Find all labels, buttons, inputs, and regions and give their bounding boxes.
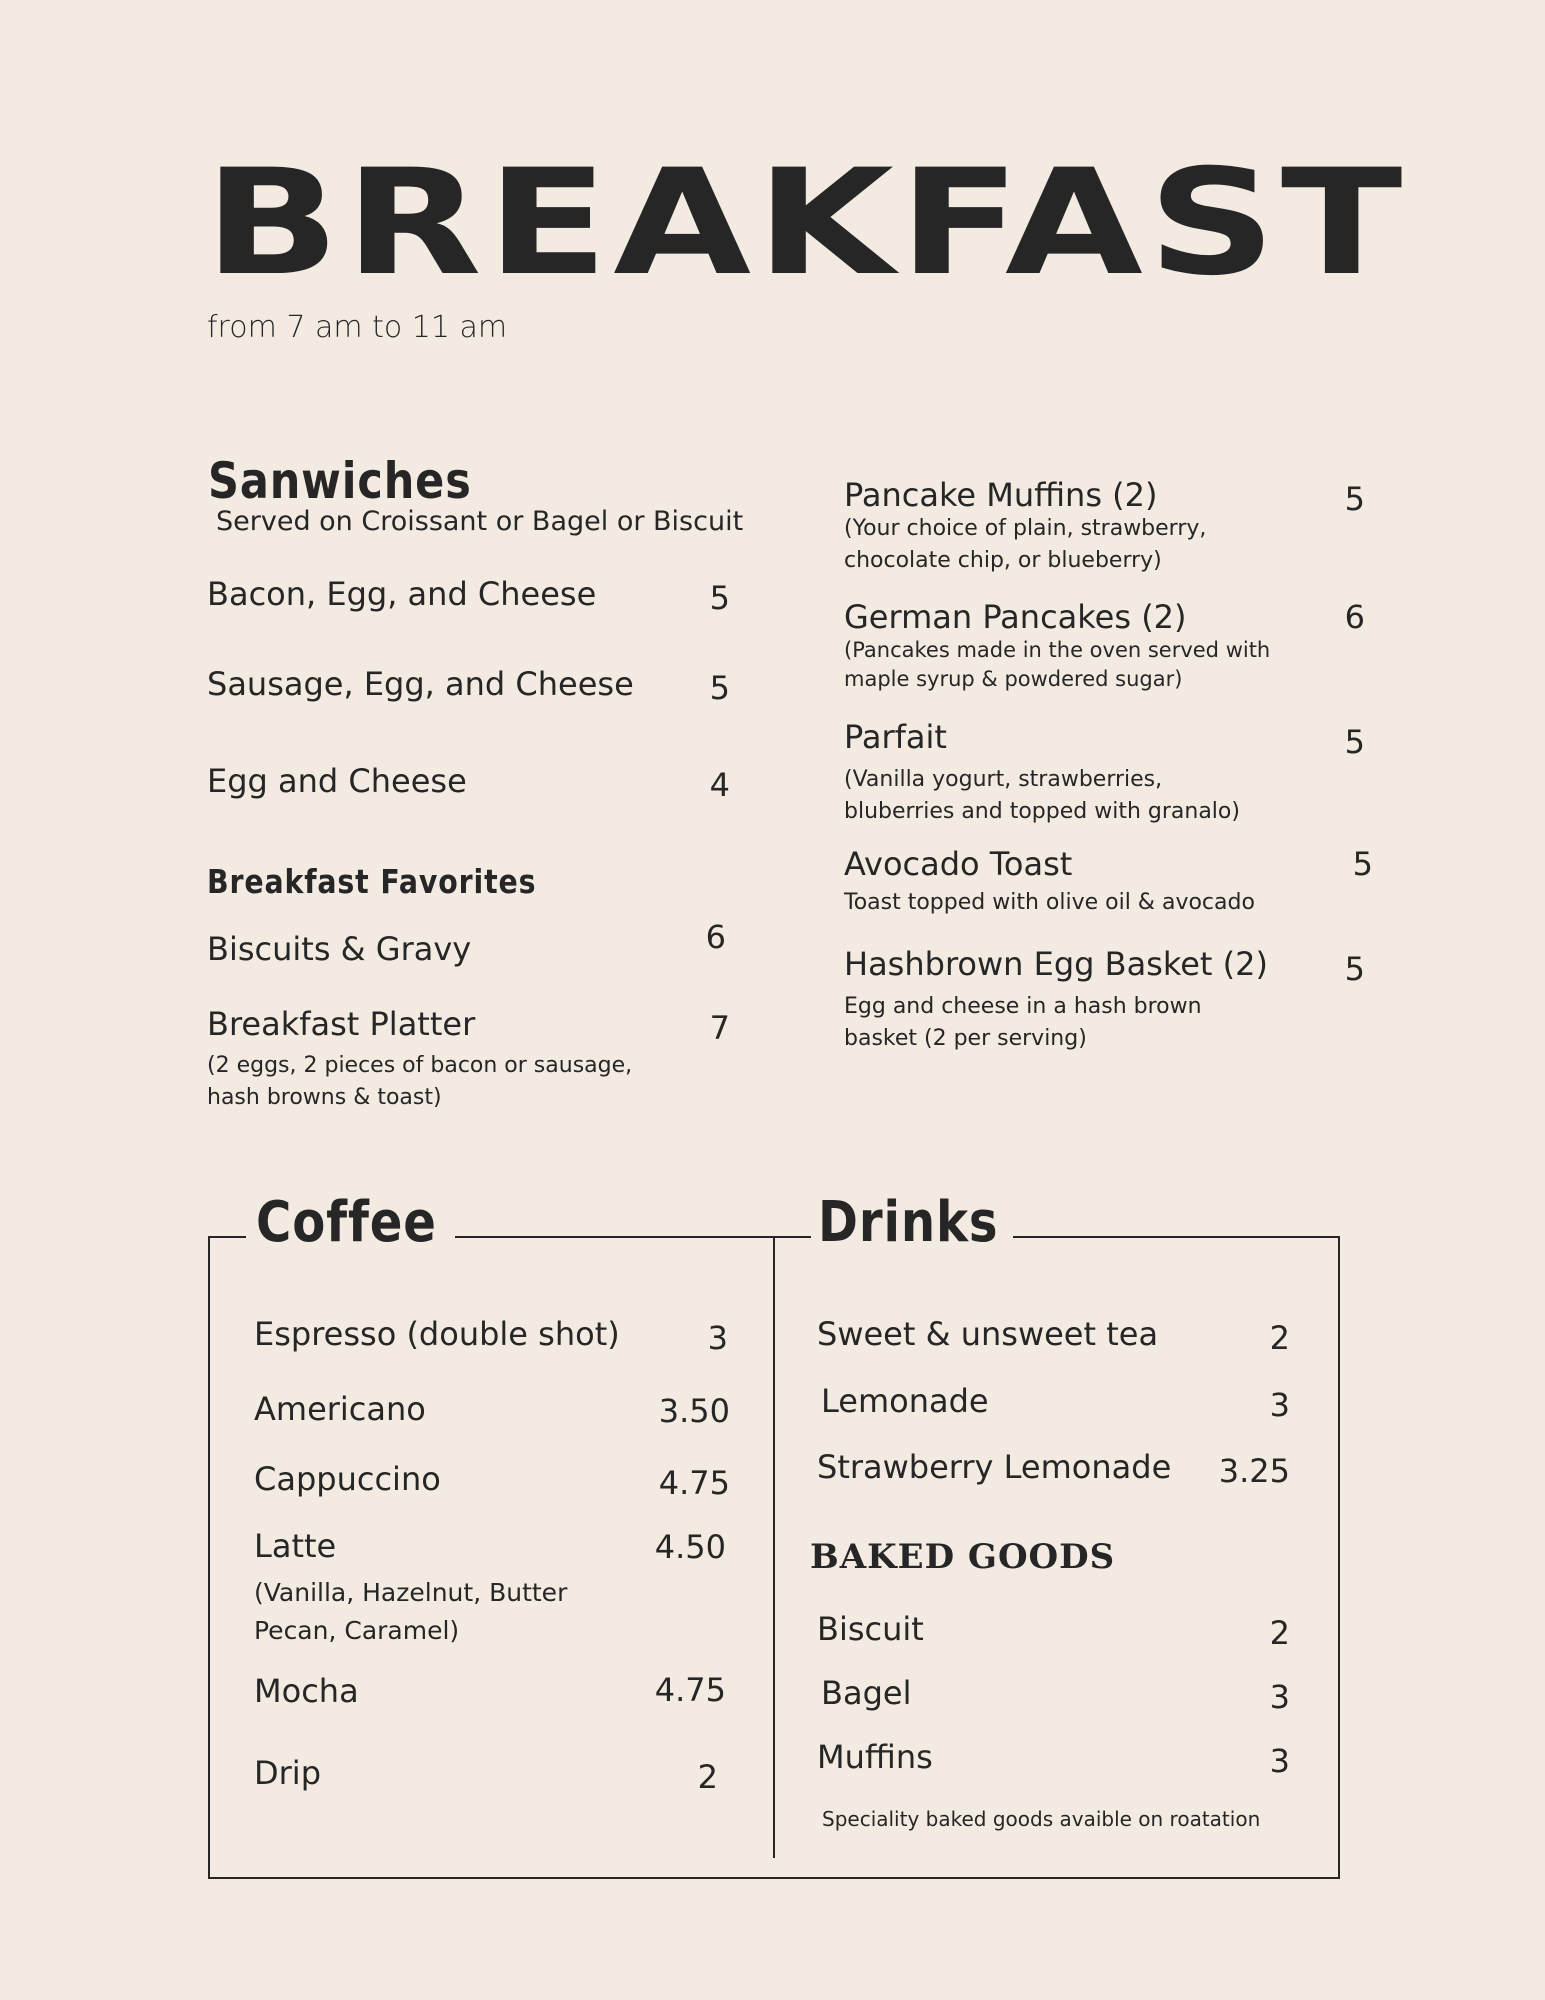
right-item-desc: Toast topped with olive oil & avocado (844, 890, 1255, 915)
favorites-heading: Breakfast Favorites (207, 862, 537, 901)
sandwiches-note: Served on Croissant or Bagel or Biscuit (216, 506, 744, 537)
sandwich-item-price: 5 (709, 669, 730, 707)
box-left-border (208, 1236, 210, 1879)
baked-item-name: Bagel (821, 1674, 912, 1712)
favorites-item-name: Biscuits & Gravy (207, 930, 472, 968)
right-item-price: 6 (1344, 598, 1365, 636)
drinks-item-price: 3.25 (1218, 1452, 1290, 1490)
coffee-item-name: Latte (254, 1527, 337, 1565)
right-item-desc: (Your choice of plain, strawberry, chocolate chip, or blueberry) (844, 516, 1207, 573)
coffee-item-name: Cappuccino (254, 1460, 441, 1498)
right-item-name: Hashbrown Egg Basket (2) (844, 945, 1268, 983)
right-item-name: Avocado Toast (844, 845, 1073, 883)
sandwich-item-name: Bacon, Egg, and Cheese (207, 575, 597, 613)
baked-goods-heading: BAKED GOODS (810, 1537, 1116, 1577)
baked-item-name: Muffins (817, 1738, 933, 1776)
box-bottom-border (208, 1877, 1340, 1879)
right-item-price: 5 (1344, 723, 1365, 761)
baked-item-price: 3 (1269, 1742, 1290, 1780)
right-item-name: Parfait (844, 718, 947, 756)
drinks-item-price: 3 (1269, 1386, 1290, 1424)
coffee-item-name: Drip (254, 1754, 321, 1792)
sandwich-item-price: 4 (709, 766, 730, 804)
menu-hours: from 7 am to 11 am (207, 310, 508, 345)
coffee-item-price: 4.75 (654, 1671, 726, 1709)
favorites-item-desc: (2 eggs, 2 pieces of bacon or sausage, hash browns & toast) (207, 1053, 633, 1110)
menu-title: BREAKFAST (204, 138, 1408, 308)
baked-goods-note: Speciality baked goods avaible on roatation (822, 1807, 1261, 1831)
box-top-border (1013, 1236, 1339, 1238)
drinks-item-name: Lemonade (821, 1382, 989, 1420)
sandwich-item-name: Sausage, Egg, and Cheese (207, 665, 634, 703)
sandwich-item-name: Egg and Cheese (207, 762, 467, 800)
baked-item-price: 3 (1269, 1678, 1290, 1716)
coffee-item-price: 3 (707, 1319, 728, 1357)
right-item-price: 5 (1352, 845, 1373, 883)
coffee-heading: Coffee (256, 1190, 437, 1255)
coffee-item-price: 4.50 (654, 1528, 726, 1566)
coffee-item-name: Espresso (double shot) (254, 1315, 620, 1353)
right-item-price: 5 (1344, 950, 1365, 988)
box-top-border (455, 1236, 811, 1238)
favorites-item-name: Breakfast Platter (207, 1005, 476, 1043)
baked-item-price: 2 (1269, 1614, 1290, 1652)
right-item-desc: Egg and cheese in a hash brown basket (2 per serving) (844, 994, 1202, 1051)
right-item-name: Pancake Muffins (2) (844, 476, 1158, 514)
coffee-item-name: Mocha (254, 1672, 359, 1710)
right-item-name: German Pancakes (2) (844, 598, 1187, 636)
favorites-item-price: 7 (709, 1009, 730, 1047)
coffee-item-price: 4.75 (658, 1464, 730, 1502)
right-item-desc: (Vanilla yogurt, strawberries, bluberries and topped with granalo) (844, 767, 1240, 824)
drinks-item-price: 2 (1269, 1319, 1290, 1357)
coffee-item-price: 3.50 (658, 1392, 730, 1430)
drinks-heading: Drinks (818, 1190, 999, 1255)
coffee-item-name: Americano (254, 1390, 426, 1428)
right-item-desc: (Pancakes made in the oven served with maple syrup & powdered sugar) (844, 638, 1271, 691)
drinks-item-name: Strawberry Lemonade (817, 1448, 1172, 1486)
baked-item-name: Biscuit (817, 1610, 924, 1648)
coffee-item-desc: (Vanilla, Hazelnut, Butter Pecan, Caramel) (254, 1578, 568, 1645)
sandwich-item-price: 5 (709, 579, 730, 617)
box-right-border (1338, 1236, 1340, 1879)
favorites-item-price: 6 (705, 918, 726, 956)
right-item-price: 5 (1344, 480, 1365, 518)
box-top-border (208, 1236, 246, 1238)
coffee-item-price: 2 (697, 1758, 718, 1796)
sandwiches-heading: Sanwiches (208, 452, 472, 510)
box-divider (773, 1236, 775, 1858)
drinks-item-name: Sweet & unsweet tea (817, 1315, 1159, 1353)
